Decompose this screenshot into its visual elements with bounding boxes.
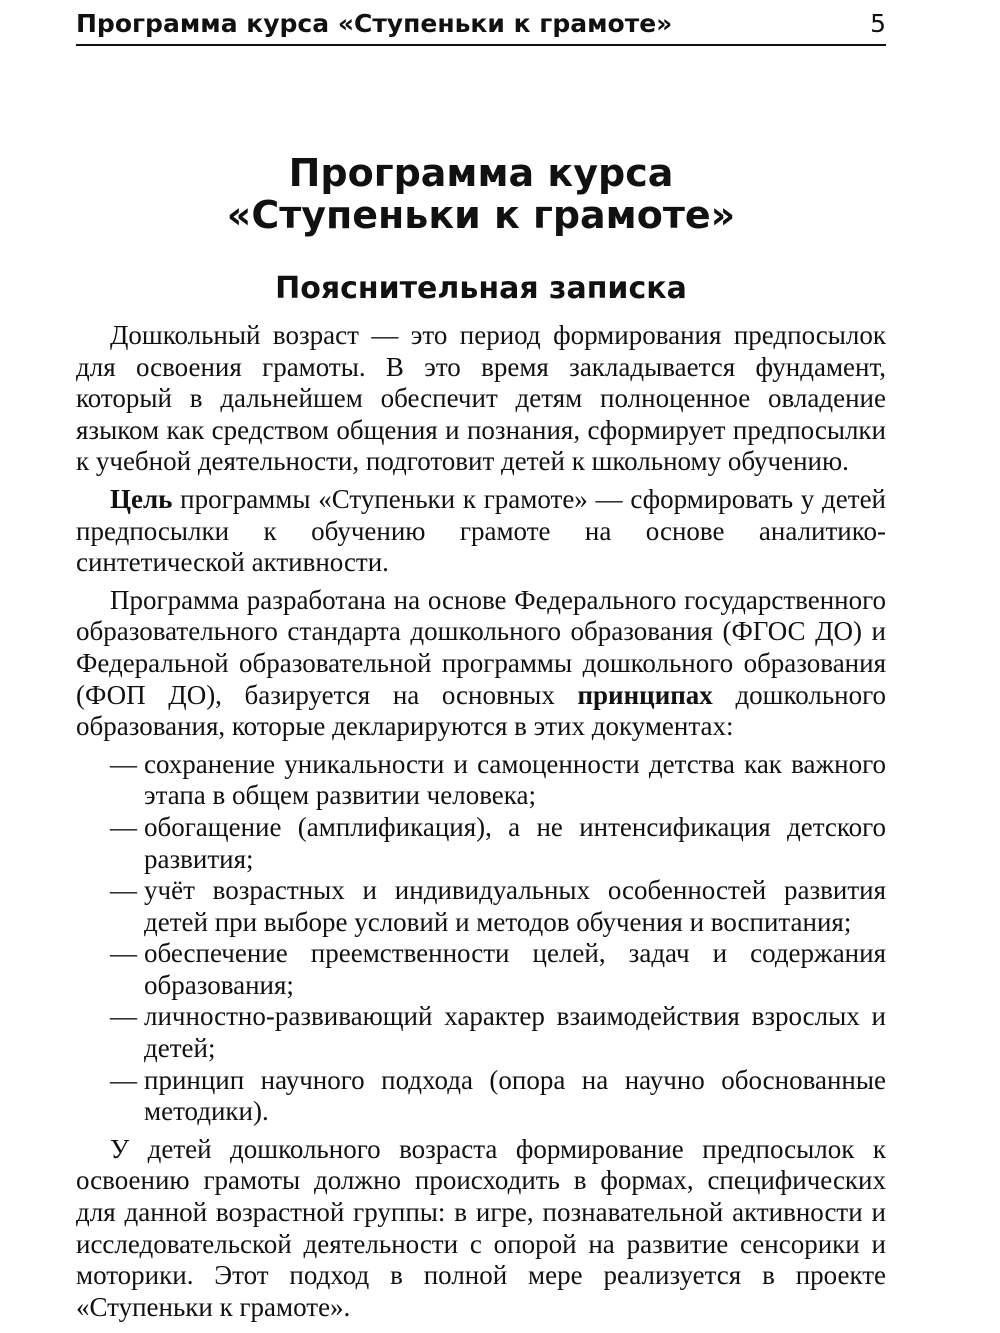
list-item-text: сохранение уникальности и самоценности детства как важного этапа в общем развитии человека; bbox=[144, 748, 886, 811]
list-item-text: обогащение (амплификация), а не интенсификация детского развития; bbox=[144, 811, 886, 874]
paragraph-forms: У детей дошкольного возраста формирование предпосылок к освоению грамоты должно происходить в формах, специфических для данной возрастной группы: в игре, познавательной активности и исследовательской деятельности с опорой на развитие сенсорики и моторики. Этот подход в полной мере реализуется в проекте «Ступеньки к грамоте». bbox=[76, 1133, 886, 1322]
goal-text: программы «Ступеньки к грамоте» — сформировать у детей предпосылки к обучению грамоте на основе аналитико-синтетической активности. bbox=[76, 483, 886, 578]
goal-term: Цель bbox=[110, 483, 173, 514]
list-item bbox=[76, 1001, 886, 1064]
list-item-text: учёт возрастных и индивидуальных особенностей развития детей при выборе условий и методов обучения и воспитания; bbox=[144, 875, 886, 937]
list-item-text: личностно-развивающий характер взаимодействия взрослых и детей; bbox=[144, 1001, 886, 1064]
list-item bbox=[76, 938, 886, 1001]
list-item-text: обеспечение преемственности целей, задач и содержания образования; bbox=[144, 938, 886, 1000]
list-dash: — bbox=[110, 748, 137, 779]
list-dash: — bbox=[110, 938, 137, 969]
list-item-text: принцип научного подхода (опора на научно обоснованные методики). bbox=[144, 1064, 886, 1127]
page-number: 5 bbox=[870, 9, 886, 38]
list-item bbox=[76, 1065, 886, 1128]
principles-list bbox=[76, 749, 886, 1128]
principles-term: принципах bbox=[577, 679, 713, 710]
basis-text-start: Программа разработана на основе Федерального государственного образовательного стандарта дошкольного образования (ФГОС ДО) и Федеральной образовательной программы дошкольного образования (ФОП ДО), базируется на основных bbox=[76, 584, 886, 710]
page-title bbox=[76, 152, 886, 236]
paragraph-goal bbox=[76, 484, 886, 579]
paragraph-intro: Дошкольный возраст — это период формирования предпосылок для освоения грамоты. В это время закладывается фундамент, который в дальнейшем обеспечит детям полноценное овладение языком как средством общения и познания, сформирует предпосылки к учебной деятельности, подготовит детей к школьному обучению. bbox=[76, 320, 886, 477]
page-title-line-1: Программа курса bbox=[288, 151, 674, 195]
list-dash: — bbox=[110, 1064, 137, 1095]
list-item bbox=[76, 812, 886, 875]
paragraph-basis bbox=[76, 585, 886, 743]
basis-text-end: дошкольного образования, которые декларируются в этих документах: bbox=[76, 679, 886, 742]
page-title-line-2: «Ступеньки к грамоте» bbox=[226, 193, 736, 237]
body-text bbox=[76, 320, 886, 1329]
running-header bbox=[76, 4, 886, 46]
section-heading: Пояснительная записка bbox=[275, 271, 687, 306]
list-item bbox=[76, 875, 886, 938]
list-dash: — bbox=[110, 1001, 137, 1032]
list-item bbox=[76, 749, 886, 812]
list-dash: — bbox=[110, 875, 137, 906]
running-title: Программа курса «Ступеньки к грамоте» bbox=[76, 9, 673, 38]
list-dash: — bbox=[110, 811, 137, 842]
